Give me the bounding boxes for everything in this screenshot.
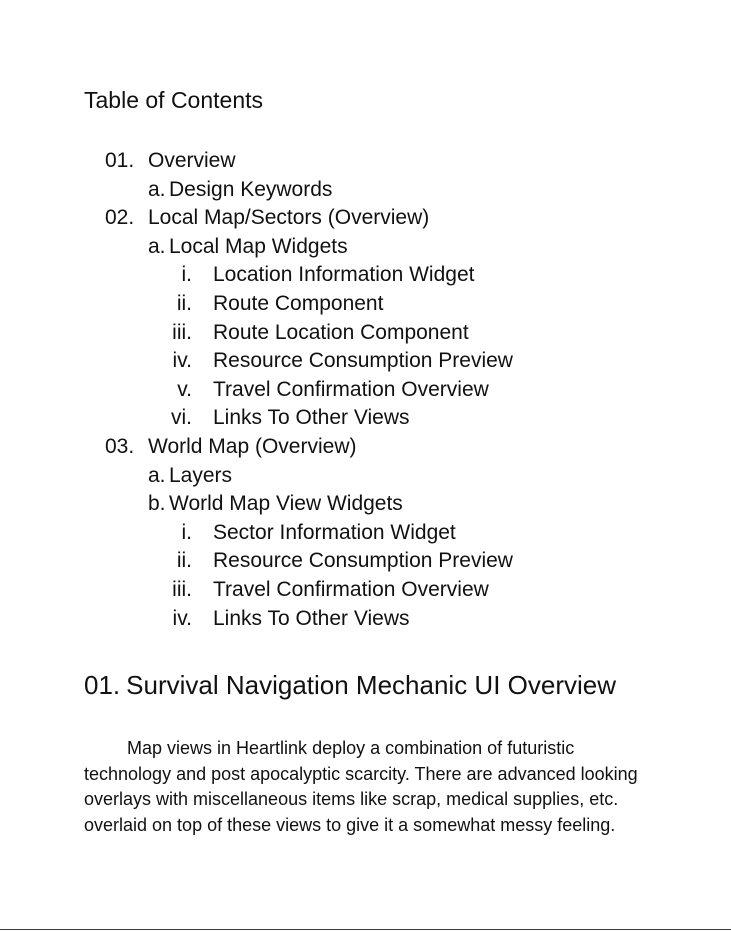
toc-entry-label: World Map (Overview) bbox=[148, 434, 357, 458]
toc-entry[interactable] bbox=[0, 462, 731, 491]
toc-entry[interactable] bbox=[0, 261, 731, 290]
toc-entry[interactable] bbox=[0, 490, 731, 519]
section-title: Survival Navigation Mechanic UI Overview bbox=[126, 670, 617, 700]
toc-entry-label: Sector Information Widget bbox=[213, 520, 456, 544]
toc-title: Table of Contents bbox=[84, 87, 264, 113]
toc-entry-label: Local Map/Sectors (Overview) bbox=[148, 206, 430, 230]
toc-entry-label: Layers bbox=[169, 463, 233, 487]
toc-entry-number: a. bbox=[148, 234, 166, 258]
toc-entry[interactable] bbox=[0, 576, 731, 605]
page-divider bbox=[0, 929, 731, 930]
toc-entry[interactable] bbox=[0, 233, 731, 262]
toc-entry-number: 03. bbox=[105, 434, 135, 458]
toc-entry-number: a. bbox=[148, 177, 166, 201]
toc-entry-number: 01. bbox=[105, 149, 135, 172]
toc-entry-label: Route Location Component bbox=[213, 320, 469, 344]
toc-entry-label: Links To Other Views bbox=[213, 406, 410, 430]
toc-entry-label: Location Information Widget bbox=[213, 263, 475, 287]
toc-entry-label: Overview bbox=[148, 149, 236, 172]
toc-entry-number: iii. bbox=[172, 320, 192, 344]
toc-entry-number: ii. bbox=[176, 291, 192, 315]
toc-entry-number: i. bbox=[181, 263, 192, 287]
toc-entry-label: Links To Other Views bbox=[213, 606, 410, 630]
toc-entry-label: Route Component bbox=[213, 291, 384, 315]
toc-entry[interactable] bbox=[0, 204, 731, 233]
toc-entry-number: a. bbox=[148, 463, 166, 487]
toc-entry-label: Travel Confirmation Overview bbox=[213, 577, 489, 601]
toc-entry-number: vi. bbox=[171, 406, 192, 430]
toc-entry-number: 02. bbox=[105, 206, 135, 230]
toc-entry[interactable] bbox=[0, 376, 731, 405]
toc-entry[interactable] bbox=[0, 147, 731, 176]
toc-entry-number: ii. bbox=[176, 549, 192, 573]
toc-entry[interactable] bbox=[0, 605, 731, 634]
toc-entry[interactable] bbox=[0, 519, 731, 548]
toc-entry[interactable] bbox=[0, 433, 731, 462]
table-of-contents bbox=[0, 147, 731, 633]
toc-entry-label: World Map View Widgets bbox=[169, 492, 403, 516]
toc-entry-number: i. bbox=[181, 520, 192, 544]
toc-entry-number: v. bbox=[177, 377, 192, 401]
toc-entry-label: Design Keywords bbox=[169, 177, 333, 201]
toc-entry[interactable] bbox=[0, 319, 731, 348]
toc-entry[interactable] bbox=[0, 404, 731, 433]
toc-entry[interactable] bbox=[0, 176, 731, 205]
toc-entry-number: iv. bbox=[172, 349, 192, 373]
section-number: 01. bbox=[84, 670, 121, 700]
toc-entry-label: Resource Consumption Preview bbox=[213, 349, 513, 373]
toc-entry[interactable] bbox=[0, 347, 731, 376]
toc-entry-label: Resource Consumption Preview bbox=[213, 549, 513, 573]
toc-entry-number: iii. bbox=[172, 577, 192, 601]
body-paragraph: Map views in Heartlink deploy a combination of futuristic technology and post apocalyptic scarcity. There are advanced looking overlays with miscellaneous items like scrap, medical supplies, etc. overlaid on top of these views to give it a somewhat messy feeling. bbox=[84, 738, 638, 835]
toc-entry-label: Travel Confirmation Overview bbox=[213, 377, 489, 401]
toc-entry-label: Local Map Widgets bbox=[169, 234, 348, 258]
section-heading bbox=[84, 668, 616, 702]
toc-entry[interactable] bbox=[0, 547, 731, 576]
toc-entry-number: b. bbox=[148, 492, 166, 516]
toc-entry-number: iv. bbox=[172, 606, 192, 630]
toc-entry[interactable] bbox=[0, 290, 731, 319]
